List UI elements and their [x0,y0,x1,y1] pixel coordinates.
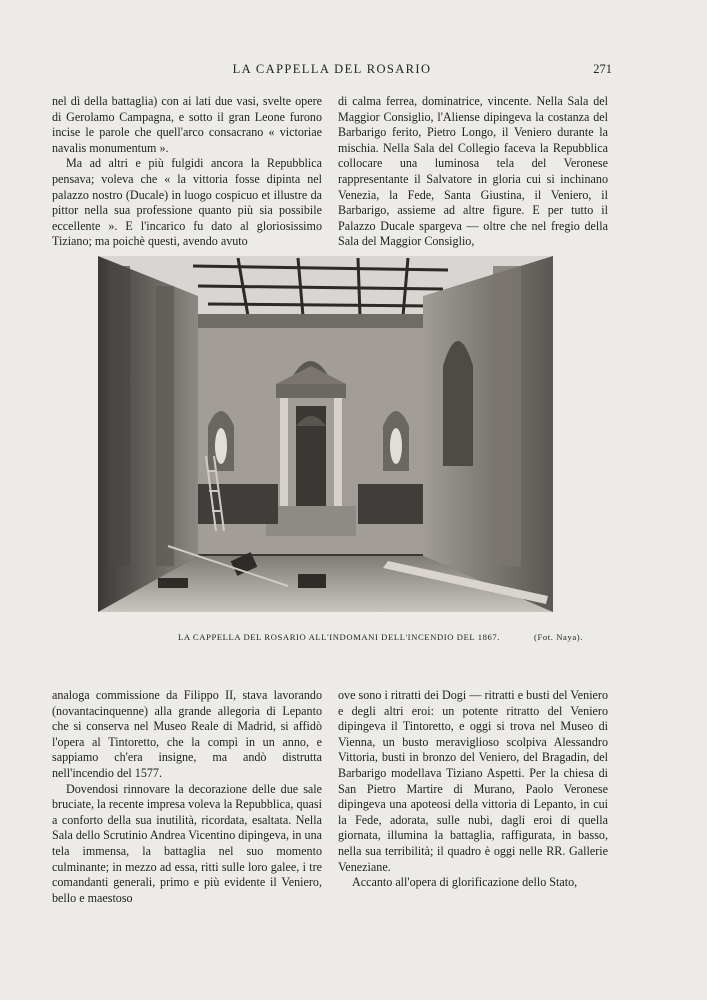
photo-credit: (Fot. Naya). [534,632,583,642]
paragraph: ove sono i ritratti dei Dogi — ritratti e busti del Veniero e degli altri eroi: un potente ritratto del Veniero dipingeva il Tintoretto, e oggi si trova nel Museo di Vienna, un busto meraviglioso scolpiva Alessandro Vittoria, busti in bronzo del Veniero, del Bragadin, del Barbarigo modellava Tiziano Aspetti. Per la chiesa di San Pietro Martire di Murano, Paolo Veronese dipingeva una apoteosi della vittoria di Lepanto, in cui la Fede, adorata, sulle nubi, dagli eroi di quella giornata, illumina la battaglia, raffigurata, in basso, nella sua terribilità; il quadro è oggi nelle RR. Gallerie Veneziane. [338,688,608,874]
caption-text: LA CAPPELLA DEL ROSARIO ALL'INDOMANI DELL'INCENDIO DEL 1867. [178,632,501,642]
paragraph: Ma ad altri e più fulgidi ancora la Repubblica pensava; voleva che « la vittoria fosse dipinta nel palazzo nostro (Ducale) in luogo cospicuo et illustre da pittor nella sua professione quanto più sia possibile eccellente ». E l'incarico fu dato al gloriosissimo Tiziano; ma poichè questi, avendo avuto [52,156,322,249]
top-right-column [338,94,608,250]
bottom-right-column [338,688,608,891]
running-title: LA CAPPELLA DEL ROSARIO [232,62,432,76]
running-head [52,62,612,80]
chapel-photograph [98,256,553,612]
paragraph: Dovendosi rinnovare la decorazione delle due sale bruciate, la recente impresa voleva la Repubblica, quasi a conforto della sua inutilità, ricordata, esaltata. Nella Sala dello Scrutinio Andrea Vicentino dipingeva, in una tela immensa, la battaglia nel suo momento culminante; in mezzo ad essa, ritti sulle loro galee, i tre comandanti generali, primo e più evidente il Veniero, bello e maestoso [52,781,322,905]
paragraph: Accanto all'opera di glorificazione dello Stato, [352,875,578,890]
paragraph: analoga commissione da Filippo II, stava lavorando (novantacinquenne) alla grande allegoria di Lepanto che si conserva nel Museo Reale di Madrid, si affidò l'opera al Tintoretto, che la compì in un anno, e sappiamo ch'era insigne, ma andò distrutta nell'incendio del 1577. [52,688,322,780]
top-left-column [52,94,322,250]
paragraph: nel dì della battaglia) con ai lati due vasi, svelte opere di Gerolamo Campagna, e sotto il gran Leone furono incise le parole che quell'arco consacrano « victoriae navalis monumentum ». [52,94,322,155]
page-number: 271 [593,62,612,76]
paragraph: di calma ferrea, dominatrice, vincente. Nella Sala del Maggior Consiglio, l'Aliense dipingeva la costanza del Barbarigo ferito, Pietro Longo, il Veniero durante la mischia. Nella Sala del Collegio faceva la Repubblica collocare una luminosa tela del Veronese rappresentante il Salvatore in gloria cui si inchinano Venezia, la Fede, Santa Giustina, il Veniero, il Barbarigo, assieme ad altre figure. E per tutto il Palazzo Ducale spargeva — oltre che nel fregio della Sala del Maggior Consiglio, [338,94,608,249]
bottom-left-column [52,688,322,906]
